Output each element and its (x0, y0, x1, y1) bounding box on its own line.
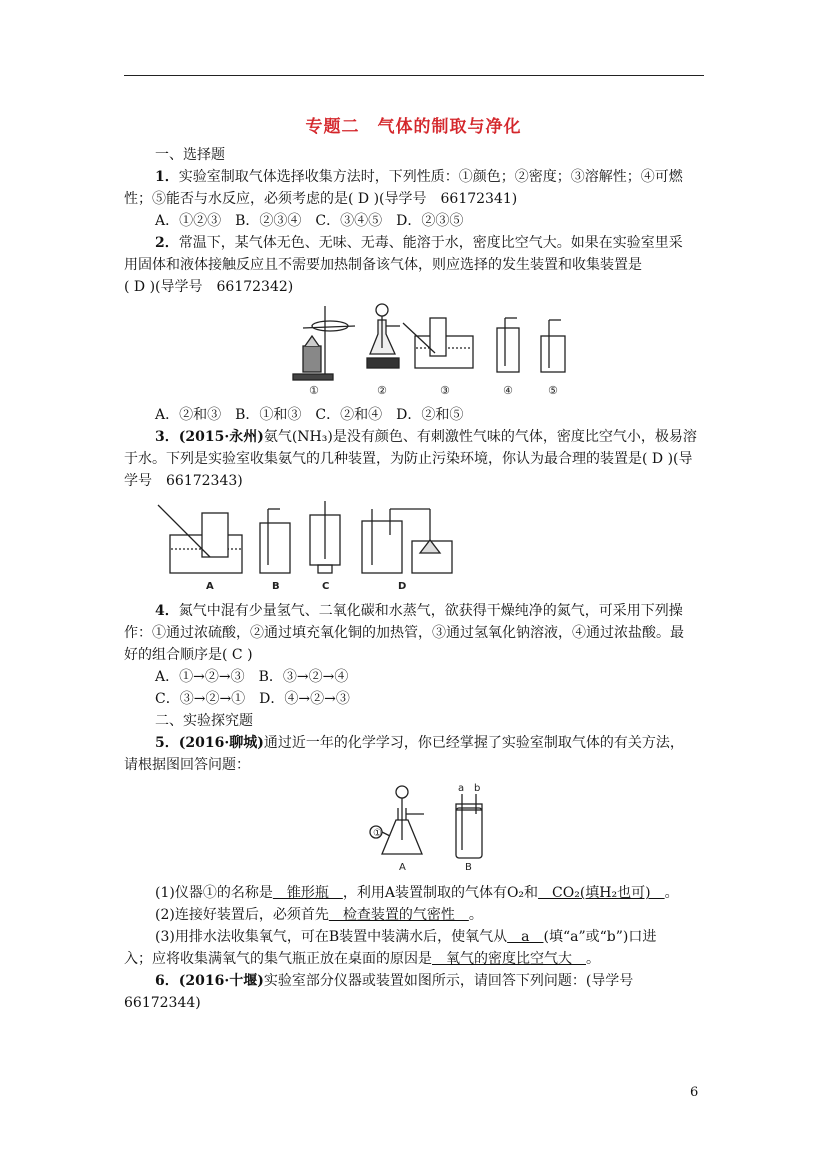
q5-line2: 请根据图回答问题： (124, 757, 250, 773)
q5-part3-line2: 入；应将收集满氧气的集气瓶正放在桌面的原因是 氧气的密度比空气大 。 (124, 951, 600, 967)
fig5-label-circle1: ① (373, 828, 382, 839)
q3-line3: 学号 66172343) (124, 473, 243, 489)
q1-line1: 1．实验室制取气体选择收集方法时，下列性质：①颜色；②密度；③溶解性；④可燃 (155, 169, 683, 185)
fig2-label-2: ② (377, 384, 387, 397)
q4-options-2: C．③→②→① D．④→②→③ (155, 691, 350, 707)
fig2-label-3: ③ (440, 384, 450, 397)
q5-part2: (2)连接好装置后，必须首先 检查装置的气密性 。 (155, 907, 483, 923)
fig3-label-d: D (398, 581, 407, 592)
q3-line1: 3．(2015·永州)氨气(NH₃)是没有颜色、有刺激性气味的气体，密度比空气小，极易溶 (155, 429, 697, 445)
q3-apparatus-figure (150, 495, 470, 595)
fig2-label-1: ① (309, 384, 319, 397)
fig3-label-c: C (322, 581, 330, 592)
q2-line2: 用固体和液体接触反应且不需要加热制备该气体，则应选择的发生装置和收集装置是 (124, 257, 642, 273)
q2-apparatus-figure (285, 298, 585, 403)
q4-line2: 作：①通过浓硫酸，②通过填充氧化铜的加热管，③通过氢氧化钠溶液，④通过浓盐酸。最 (124, 625, 684, 641)
fig5-label-b-port: b (474, 783, 481, 794)
fig2-label-5: ⑤ (548, 384, 558, 397)
fig5-label-a-port: a (458, 783, 465, 794)
page-title: 专题二 气体的制取与净化 (305, 117, 522, 137)
fig3-label-b: B (272, 581, 280, 592)
header-rule (124, 75, 704, 76)
page-number: 6 (690, 1085, 699, 1100)
q5-line1: 5．(2016·聊城)通过近一年的化学学习，你已经掌握了实验室制取气体的有关方法， (155, 735, 684, 751)
fig5-label-b-apparatus: B (465, 862, 472, 873)
fig5-label-a-apparatus: A (399, 862, 406, 873)
q1-line2: 性；⑤能否与水反应，必须考虑的是( D )(导学号 66172341) (124, 191, 518, 207)
q4-line1: 4．氮气中混有少量氢气、二氧化碳和水蒸气，欲获得干燥纯净的氮气，可采用下列操 (155, 603, 683, 619)
section-choice-heading: 一、选择题 (155, 147, 225, 163)
stand-base (293, 374, 333, 380)
fig2-label-4: ④ (503, 384, 513, 397)
q5-part1: (1)仪器①的名称是 锥形瓶 ，利用A装置制取的气体有O₂和 CO₂(填H₂也可) 。 (155, 885, 679, 901)
q6-line2: 66172344) (124, 995, 201, 1011)
q4-line3: 好的组合顺序是( C ) (124, 647, 253, 663)
q4-options-1: A．①→②→③ B．③→②→④ (155, 669, 349, 685)
fig3-label-a: A (206, 581, 214, 592)
section-experiment-heading: 二、实验探究题 (155, 713, 253, 729)
q5-part3-line1: (3)用排水法收集氧气，可在B装置中装满水后，使氧气从 a (填“a”或“b”)口进 (155, 929, 657, 945)
q3-line2: 于水。下列是实验室收集氨气的几种装置，为防止污染环境，你认为最合理的装置是( D )(导 (124, 451, 693, 467)
q6-line1: 6．(2016·十堰)实验室部分仪器或装置如图所示，请回答下列问题：(导学号 (155, 973, 634, 989)
q5-apparatus-figure (360, 780, 500, 875)
q2-options: A．②和③ B．①和③ C．②和④ D．②和⑤ (155, 407, 464, 423)
q2-line1: 2．常温下，某气体无色、无味、无毒、能溶于水，密度比空气大。如果在实验室里采 (155, 235, 683, 251)
q1-options: A．①②③ B．②③④ C．③④⑤ D．②③⑤ (155, 213, 464, 229)
q2-line3: ( D )(导学号 66172342) (124, 279, 294, 295)
